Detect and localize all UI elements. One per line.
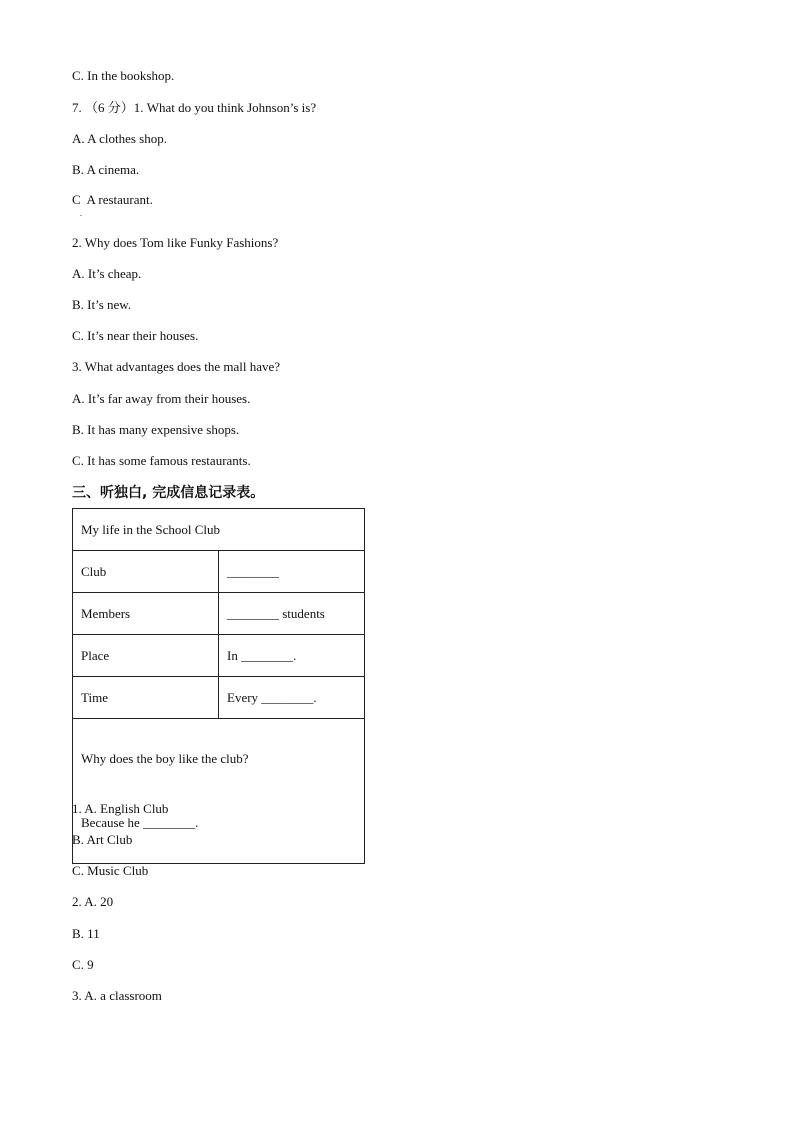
option-line: C. In the bookshop. [72,68,175,83]
option-line: 3. A. a classroom [72,988,162,1003]
table-row [73,551,365,593]
row-value: In ________. [219,635,365,677]
option-line: A. It’s cheap. [72,266,142,281]
row-value: ________ [219,551,365,593]
table-row [73,635,365,677]
option-line: B. 11 [72,926,100,941]
table-title: My life in the School Club [73,509,365,551]
option-line: C. 9 [72,957,94,972]
option-line: C. It’s near their houses. [72,328,199,343]
table-answer: Because he ________. [81,815,199,830]
option-line: A. It’s far away from their houses. [72,391,251,406]
section-title: 三、听独白, 完成信息记录表。 [72,485,265,501]
row-value: Every ________. [219,677,365,719]
option-line: C. Music Club [72,863,149,878]
question-line: 3. What advantages does the mall have? [72,359,281,374]
table-question: Why does the boy like the club? [81,751,249,766]
stray-dot-mark: . [80,209,82,218]
option-line: C A restaurant. [72,192,153,207]
option-line: B. A cinema. [72,162,140,177]
table-row [73,593,365,635]
row-value: ________ students [219,593,365,635]
option-line: 2. A. 20 [72,894,114,909]
row-label: Club [73,551,219,593]
option-line: C. It has some famous restaurants. [72,453,251,468]
option-line: A. A clothes shop. [72,131,167,146]
option-line: B. It has many expensive shops. [72,422,240,437]
table-row [73,677,365,719]
row-label: Members [73,593,219,635]
row-label: Time [73,677,219,719]
question-line: 7. （6 分）1. What do you think Johnson’s is? [72,100,317,115]
option-line: B. Art Club [72,832,133,847]
option-line: B. It’s new. [72,297,132,312]
row-label: Place [73,635,219,677]
question-line: 2. Why does Tom like Funky Fashions? [72,235,279,250]
option-line: 1. A. English Club [72,801,169,816]
